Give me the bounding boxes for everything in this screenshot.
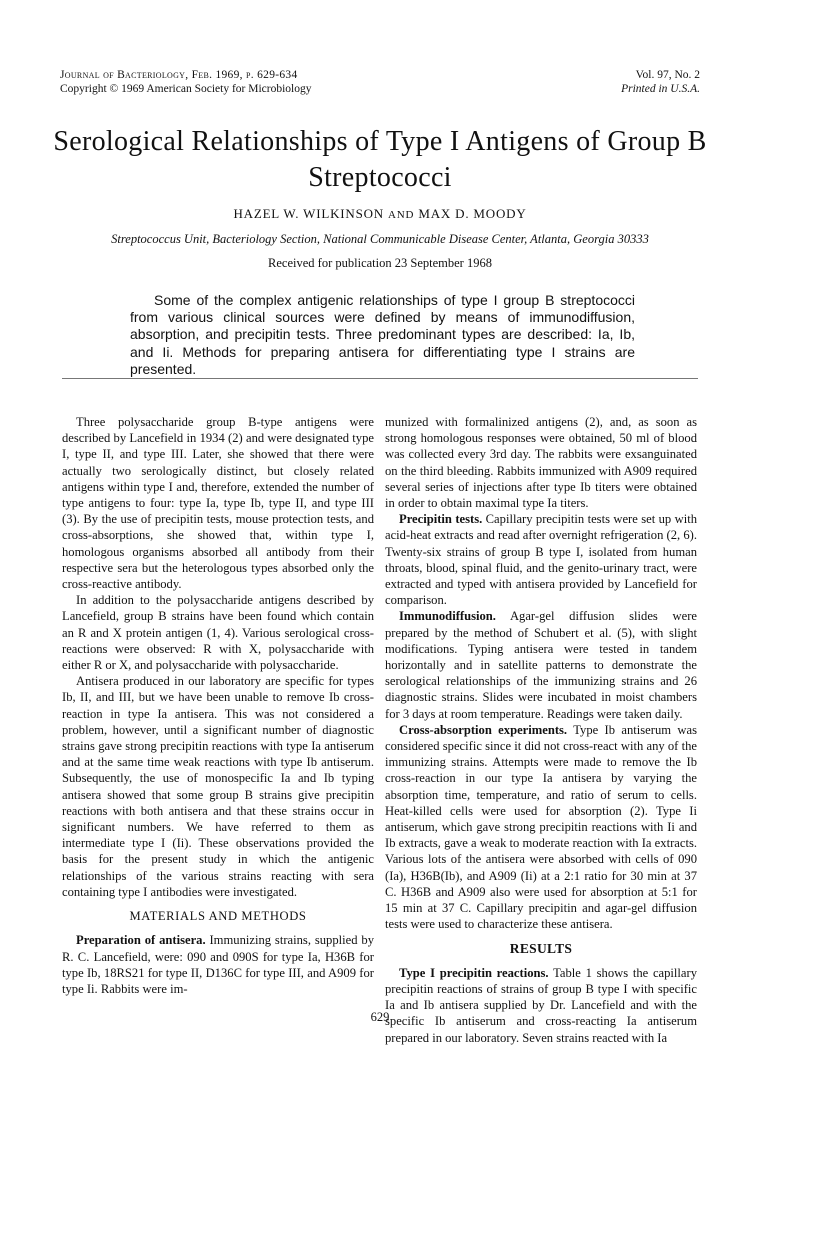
preparation-paragraph	[62, 932, 374, 997]
results-runin-heading: Type I precipitin reactions.	[399, 965, 549, 980]
cross-absorption-text: Type Ib antiserum was considered specific since it did not cross-react with any of the immunizing strains. Attempts were made to remove the Ib cross-reaction in our type Ia antisera by varying the absorption time, temperature, and ratio of serum to cells. Heat-killed cells were used for absorption (2). Type Ii antiserum, which gave strong precipitin reactions with Ii and Ib extracts, gave a weak to moderate reaction with Ia extracts. Various lots of the antisera were absorbed with cells of 090 (Ia), H36B(Ib), and A909 (Ii) at a 2:1 ratio for 30 min at 37 C. H36B and A909 also were used for absorption at 5:1 for 15 min at 37 C. Capillary precipitin and agar-gel diffusion tests were used to characterize these antisera.	[385, 722, 697, 932]
copyright-line: Copyright © 1969 American Society for Microbiology	[60, 83, 312, 95]
results-text: Table 1 shows the capillary precipitin reactions of strains of group B type I with specific Ia and Ib antisera supplied by Dr. Lancefield and with the specific Ib antiserum and cross-reacting Ia antiserum prepared in our laboratory. Seven strains reacted with Ia	[385, 965, 698, 1045]
cross-absorption-paragraph	[385, 722, 697, 933]
header-left	[60, 68, 311, 96]
author-first: HAZEL W. WILKINSON	[233, 206, 384, 221]
received-date: Received for publication 23 September 1968	[268, 256, 492, 270]
precipitin-paragraph	[385, 511, 697, 608]
section-divider	[62, 378, 698, 379]
author-line	[60, 206, 700, 222]
immunodiffusion-paragraph	[385, 608, 697, 721]
intro-paragraph-3: Antisera produced in our laboratory are specific for types Ib, II, and III, but we have been unable to remove Ib cross-reaction in type Ia antisera. This was not considered a problem, however, until a significant number of diagnostic strains gave strong precipitin reactions with type Ia antiserum and at the same time weak reactions with type Ib antiserum. Subsequently, the use of monospecific Ia and Ib typing antisera showed that some group B strains give precipitin reactions with both antisera and that these strains occur in significant numbers. We have referred to them as intermediate type I (Ii). These observations provided the basis for the present study in which the antigenic relationships of the various strains reacting with sera containing type I antibodies were investigated.	[62, 674, 374, 899]
abstract: Some of the complex antigenic relationships of type I group B streptococci from various clinical sources were defined by means of immunodiffusion, absorption, and precipitin tests. Three predominant types are described: Ia, Ib, and Ii. Methods for preparing antisera for differentiating type I strains are presented.	[130, 292, 635, 377]
preparation-continued: munized with formalinized antigens (2), and, as soon as strong homologous responses were obtained, 50 ml of blood was collected every 3rd day. The rabbits were exsanguinated on the third bleeding. Rabbits immunized with A909 required several series of injections after type Ib titers were obtained in order to obtain maximal type Ia titers.	[385, 415, 697, 511]
preparation-text: Immunizing strains, supplied by R. C. Lancefield, were: 090 and 090S for type Ia, H36B for type Ib, 18RS21 for type II, D136C for type III, and A909 for type Ii. Rabbits were im-	[62, 933, 374, 996]
intro-paragraph-2: In addition to the polysaccharide antigens described by Lancefield, group B strains have been found which contain an R and X protein antigen (1, 4). Various serological cross-reactions were observed: R with X, polysaccharide with either R or X, and polysaccharide with polysaccharide.	[62, 593, 374, 673]
author-second: MAX D. MOODY	[418, 206, 527, 221]
left-column	[62, 414, 374, 997]
journal-citation: Journal of Bacteriology, Feb. 1969, p. 629-634	[60, 69, 298, 81]
precipitin-text: Capillary precipitin tests were set up with acid-heat extracts and read after overnight refrigeration (2, 6). Twenty-six strains of group B type I, isolated from human throats, blood, spinal fluid, and the genito-urinary tract, were extracted and typed with antisera provided by Lancefield for comparison.	[385, 512, 697, 608]
volume-number: Vol. 97, No. 2	[635, 69, 700, 81]
results-heading: RESULTS	[509, 940, 573, 956]
article-title: Serological Relationships of Type I Antigens of Group B Streptococci	[53, 126, 707, 193]
affiliation: Streptococcus Unit, Bacteriology Section, National Communicable Disease Center, Atlanta, Georgia 30333	[111, 232, 649, 246]
preparation-runin-heading: Preparation of antisera.	[76, 933, 206, 948]
right-column	[385, 414, 697, 1046]
precipitin-runin-heading: Precipitin tests.	[399, 512, 483, 527]
page-number: 629	[370, 1010, 390, 1024]
intro-paragraph-1: Three polysaccharide group B-type antigens were described by Lancefield in 1934 (2) and were designated type I, type II, and type III. Later, she showed that there were actually two serologically distinct, but closely related antigens within type I and, therefore, extended the number of type antigens to four: type Ia, type Ib, type II, and type III (3). By the use of precipitin tests, mouse protection tests, and cross-absorptions, she showed that, within type I, homologous organisms absorbed all antibody from their respective sera but the heterologous types absorbed only the cross-reactive antibody.	[62, 415, 374, 592]
header-right	[621, 68, 700, 96]
cross-absorption-runin-heading: Cross-absorption experiments.	[399, 722, 568, 737]
immunodiffusion-text: Agar-gel diffusion slides were prepared by the method of Schubert et al. (5), with slight modifications. Typing antisera were tested in tandem horizontally and in satellite patterns to demonstrate the serological relationships of the immunizing strains and 26 diagnostic strains. Slides were incubated in moist chambers for 3 days at room temperature. Readings were taken daily.	[385, 609, 697, 721]
results-paragraph	[385, 965, 697, 1046]
printed-in: Printed in U.S.A.	[621, 83, 700, 95]
methods-heading: MATERIALS AND METHODS	[129, 909, 307, 924]
immunodiffusion-runin-heading: Immunodiffusion.	[399, 609, 496, 624]
author-conjunction: AND	[388, 209, 415, 221]
